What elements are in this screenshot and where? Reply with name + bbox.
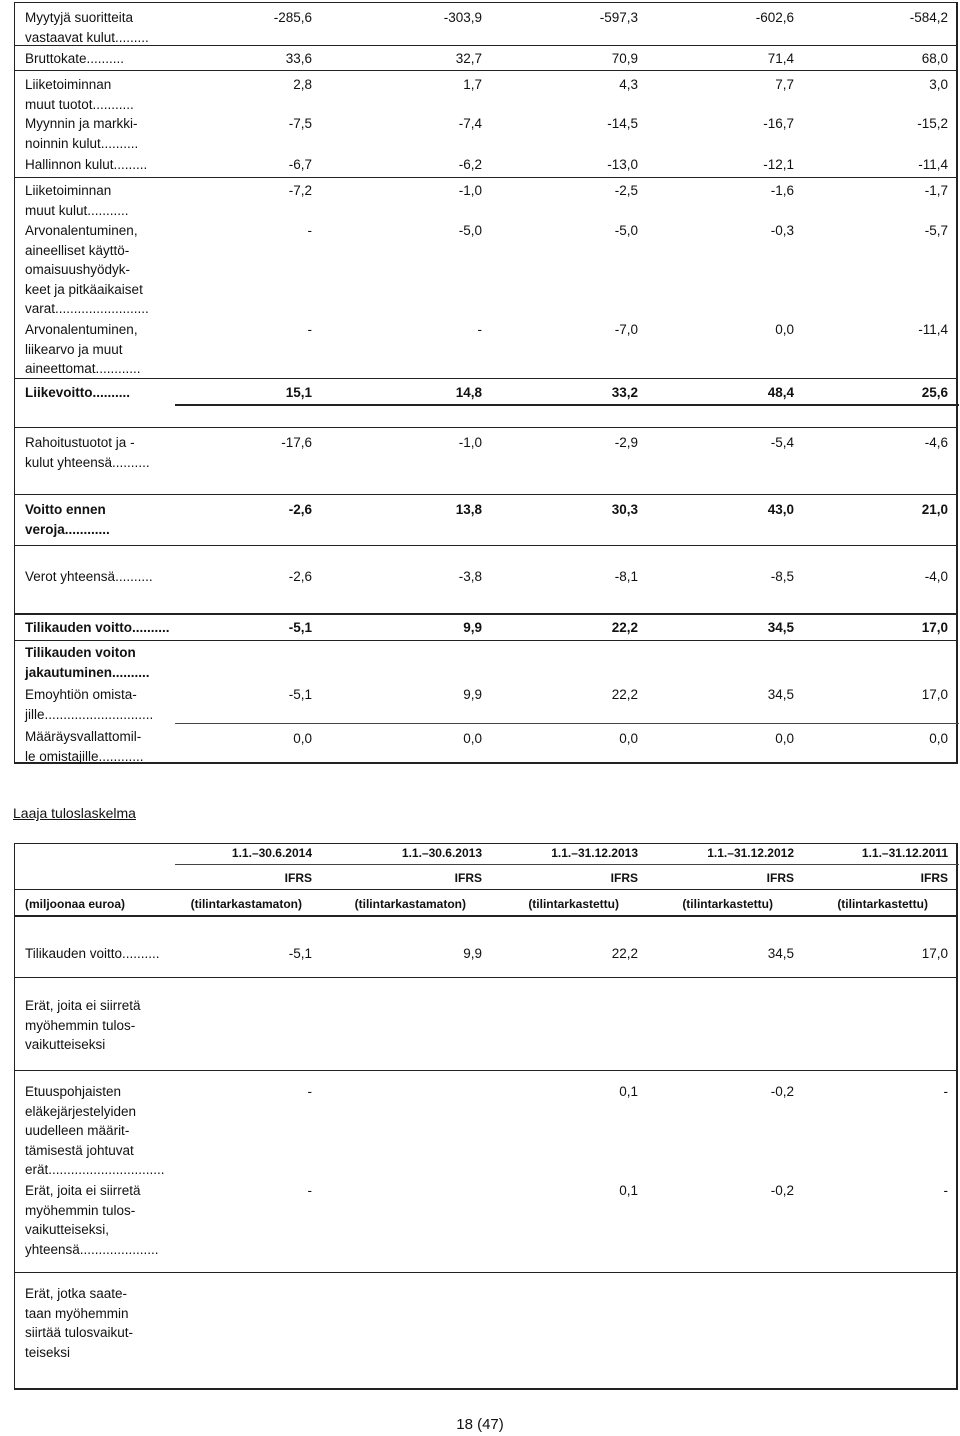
- row-label: Erät, joita ei siirretä myöhemmin tulos- vaikutteiseksi, yhteensä.....................: [25, 1183, 159, 1257]
- value-cell: 48,4: [767, 385, 794, 400]
- row-label: Arvonalentuminen, aineelliset käyttö- omaisuushyödyk- keet ja pitkäaikaiset varat.........................: [25, 223, 149, 316]
- value-cell: -5,1: [288, 687, 312, 702]
- value-cell: -7,4: [458, 116, 482, 131]
- value-cell: -0,2: [770, 1183, 794, 1198]
- value-cell: -597,3: [599, 10, 638, 25]
- row-divider: [15, 613, 956, 615]
- value-cell: -: [307, 1183, 312, 1198]
- value-cell: 34,5: [767, 620, 794, 635]
- row-divider: [15, 45, 956, 46]
- value-cell: -4,0: [924, 569, 948, 584]
- row-label: Bruttokate..........: [25, 51, 125, 66]
- value-cell: -5,0: [614, 223, 638, 238]
- audit-label: (tilintarkastettu): [528, 897, 619, 911]
- row-divider: [15, 1070, 956, 1071]
- value-cell: 13,8: [455, 502, 482, 517]
- value-cell: 33,6: [285, 51, 312, 66]
- row-label: Liiketoiminnan muut tuotot...........: [25, 77, 134, 112]
- value-cell: 17,0: [921, 687, 948, 702]
- row-divider: [15, 915, 956, 917]
- period-header: 1.1.–31.12.2012: [707, 846, 794, 860]
- standard-label: IFRS: [610, 871, 638, 885]
- row-divider: [15, 545, 956, 546]
- row-label: Voitto ennen veroja............: [25, 502, 110, 537]
- value-cell: -6,2: [458, 157, 482, 172]
- value-cell: 17,0: [921, 946, 948, 961]
- row-label: Erät, jotka saate- taan myöhemmin siirtää tulosvaikut- teiseksi: [25, 1286, 134, 1360]
- value-cell: 9,9: [463, 687, 482, 702]
- value-cell: -285,6: [273, 10, 312, 25]
- period-header: 1.1.–31.12.2011: [861, 846, 948, 860]
- value-cell: 34,5: [767, 946, 794, 961]
- value-cell: -15,2: [917, 116, 948, 131]
- value-cell: 68,0: [921, 51, 948, 66]
- value-cell: 70,9: [611, 51, 638, 66]
- value-cell: -0,3: [770, 223, 794, 238]
- value-cell: 0,0: [463, 731, 482, 746]
- value-cell: -2,6: [288, 502, 312, 517]
- row-divider: [15, 177, 956, 178]
- value-cell: 0,0: [619, 731, 638, 746]
- row-divider: [15, 640, 956, 641]
- row-divider: [15, 378, 956, 379]
- value-cell: -0,2: [770, 1084, 794, 1099]
- value-cell: 0,0: [929, 731, 948, 746]
- row-divider: [15, 494, 956, 495]
- value-cell: -2,5: [614, 183, 638, 198]
- value-cell: -6,7: [288, 157, 312, 172]
- value-cell: -: [943, 1183, 948, 1198]
- value-cell: -16,7: [763, 116, 794, 131]
- value-cell: 0,1: [619, 1183, 638, 1198]
- period-header: 1.1.–31.12.2013: [551, 846, 638, 860]
- value-cell: 22,2: [611, 946, 638, 961]
- row-label: Arvonalentuminen, liikearvo ja muut aineettomat............: [25, 322, 141, 376]
- value-cell: 0,1: [619, 1084, 638, 1099]
- standard-label: IFRS: [284, 871, 312, 885]
- value-cell: -5,1: [288, 946, 312, 961]
- row-label: Tilikauden voiton jakautuminen..........: [25, 645, 150, 680]
- standard-label: IFRS: [920, 871, 948, 885]
- row-divider: [15, 70, 956, 71]
- value-cell: -14,5: [607, 116, 638, 131]
- value-cell: -: [943, 1084, 948, 1099]
- value-cell: 33,2: [611, 385, 638, 400]
- row-label: Liikevoitto..........: [25, 385, 131, 400]
- value-cell: 0,0: [293, 731, 312, 746]
- value-cell: 43,0: [767, 502, 794, 517]
- value-cell: 25,6: [921, 385, 948, 400]
- value-cell: -17,6: [281, 435, 312, 450]
- section-heading: Laaja tuloslaskelma: [13, 805, 136, 821]
- value-cell: 21,0: [921, 502, 948, 517]
- unit-label: (miljoonaa euroa): [25, 897, 126, 911]
- row-label: Myynnin ja markki- noinnin kulut..........: [25, 116, 139, 151]
- value-cell: 9,9: [463, 620, 482, 635]
- standard-label: IFRS: [454, 871, 482, 885]
- value-cell: -: [307, 1084, 312, 1099]
- value-cell: -7,5: [288, 116, 312, 131]
- row-divider: [175, 723, 959, 724]
- value-cell: -3,8: [458, 569, 482, 584]
- row-divider: [15, 427, 956, 428]
- value-cell: 3,0: [929, 77, 948, 92]
- value-cell: -: [307, 322, 312, 337]
- row-divider: [15, 889, 956, 890]
- value-cell: 17,0: [921, 620, 948, 635]
- value-cell: -5,1: [288, 620, 312, 635]
- value-cell: -8,5: [770, 569, 794, 584]
- value-cell: -8,1: [614, 569, 638, 584]
- value-cell: 1,7: [463, 77, 482, 92]
- value-cell: -1,0: [458, 183, 482, 198]
- page-number: 18 (47): [456, 1416, 504, 1433]
- value-cell: 71,4: [767, 51, 794, 66]
- row-label: Tilikauden voitto..........: [25, 620, 170, 635]
- value-cell: -13,0: [607, 157, 638, 172]
- value-cell: -: [307, 223, 312, 238]
- value-cell: -11,4: [918, 322, 948, 337]
- audit-label: (tilintarkastamaton): [190, 897, 302, 911]
- row-label: Liiketoiminnan muut kulut...........: [25, 183, 129, 218]
- row-label: Hallinnon kulut.........: [25, 157, 148, 172]
- value-cell: 0,0: [775, 731, 794, 746]
- row-label: Rahoitustuotot ja - kulut yhteensä..........: [25, 435, 150, 470]
- value-cell: -11,4: [918, 157, 948, 172]
- value-cell: -: [477, 322, 482, 337]
- value-cell: -5,7: [924, 223, 948, 238]
- row-label: Määräysvallattomil- le omistajille............: [25, 729, 144, 764]
- value-cell: 34,5: [767, 687, 794, 702]
- income-statement-table: [14, 2, 958, 764]
- audit-label: (tilintarkastettu): [837, 897, 928, 911]
- value-cell: -602,6: [755, 10, 794, 25]
- value-cell: 2,8: [293, 77, 312, 92]
- value-cell: -7,2: [288, 183, 312, 198]
- standard-label: IFRS: [766, 871, 794, 885]
- value-cell: -1,7: [924, 183, 948, 198]
- value-cell: -1,0: [458, 435, 482, 450]
- comprehensive-income-table: [14, 843, 958, 1390]
- value-cell: 9,9: [463, 946, 482, 961]
- row-label: Verot yhteensä..........: [25, 569, 153, 584]
- row-label: Emoyhtiön omista- jille.............................: [25, 687, 154, 722]
- audit-label: (tilintarkastamaton): [354, 897, 466, 911]
- row-divider: [15, 977, 956, 978]
- period-header: 1.1.–30.6.2014: [231, 846, 312, 860]
- value-cell: -4,6: [924, 435, 948, 450]
- value-cell: -7,0: [614, 322, 638, 337]
- row-label: Tilikauden voitto..........: [25, 946, 160, 961]
- row-divider: [175, 864, 959, 865]
- value-cell: 30,3: [611, 502, 638, 517]
- value-cell: -12,1: [763, 157, 794, 172]
- value-cell: -2,6: [288, 569, 312, 584]
- value-cell: 22,2: [611, 620, 638, 635]
- row-label: Myytyjä suoritteita vastaavat kulut.........: [25, 10, 149, 45]
- value-cell: 32,7: [455, 51, 482, 66]
- row-divider: [175, 404, 959, 406]
- value-cell: 0,0: [775, 322, 794, 337]
- value-cell: -584,2: [909, 10, 948, 25]
- audit-label: (tilintarkastettu): [682, 897, 773, 911]
- value-cell: -2,9: [614, 435, 638, 450]
- row-label: Etuuspohjaisten eläkejärjestelyiden uudelleen määrit- tämisestä johtuvat erät...............................: [25, 1084, 165, 1177]
- value-cell: 7,7: [775, 77, 794, 92]
- period-header: 1.1.–30.6.2013: [401, 846, 482, 860]
- value-cell: -1,6: [770, 183, 794, 198]
- value-cell: -5,0: [458, 223, 482, 238]
- value-cell: -303,9: [443, 10, 482, 25]
- value-cell: -5,4: [770, 435, 794, 450]
- row-label: Erät, joita ei siirretä myöhemmin tulos- vaikutteiseksi: [25, 998, 141, 1052]
- value-cell: 15,1: [285, 385, 312, 400]
- value-cell: 22,2: [611, 687, 638, 702]
- row-divider: [15, 1272, 956, 1273]
- value-cell: 14,8: [455, 385, 482, 400]
- value-cell: 4,3: [619, 77, 638, 92]
